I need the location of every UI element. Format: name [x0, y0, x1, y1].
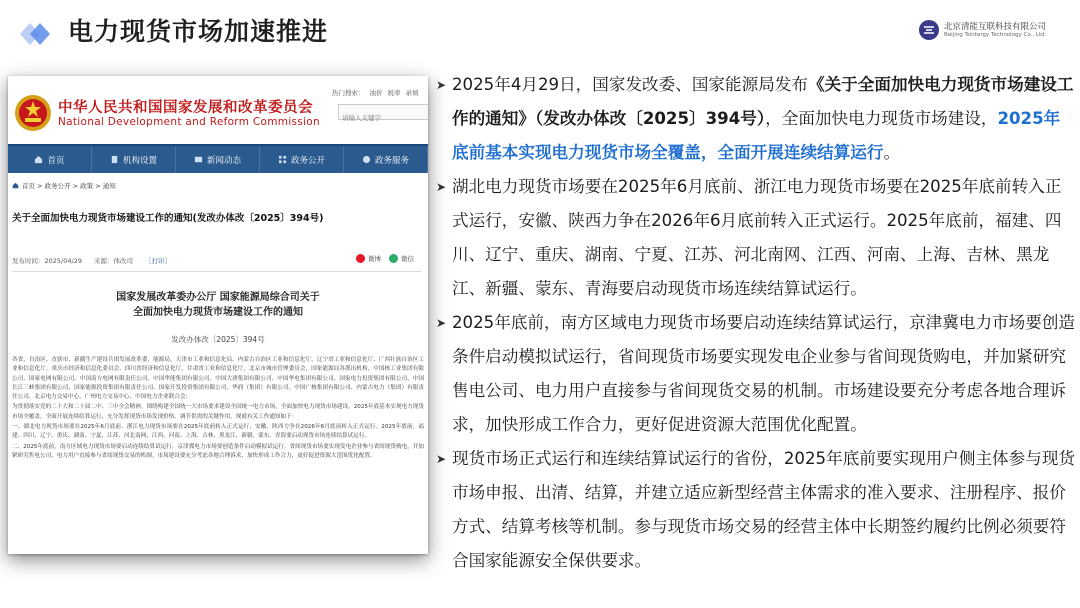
- breadcrumb-home-icon: [12, 182, 19, 189]
- grid-icon: [278, 155, 287, 164]
- nav-organization[interactable]: [92, 146, 176, 173]
- nav-label: 机构设置: [122, 155, 157, 166]
- national-emblem-icon: [14, 94, 52, 132]
- bullet-text-plain: 2025年4月29日，国家发改委、国家能源局发布: [452, 75, 808, 94]
- diamond-logo-icon: [20, 21, 54, 47]
- arrow-bullet-icon: ➤: [436, 452, 447, 466]
- ndrc-webpage-screenshot: [8, 76, 428, 554]
- document-heading: [8, 290, 428, 320]
- document-paragraph: 为贯彻落实党的二十大和二十届二中、三中全会精神，围绕构建全国统一大市场要求建设全国统一电力市场，全面加快电力现货市场建设，2025年底基本实现电力现货市场全覆盖，全面开展连续结算运行，充分发挥现货市场发现价格、调节供需的关键作用，现就有关工作通知如下：: [12, 404, 424, 420]
- bullet-item: [436, 306, 1076, 442]
- document-body: [12, 356, 424, 462]
- document-heading-line1: 国家发展改革委办公厅 国家能源局综合司关于: [116, 292, 320, 303]
- main-nav: [8, 144, 428, 173]
- document-heading-line2: 全面加快电力现货市场建设工作的通知: [133, 307, 303, 318]
- hot-search-label: 热门搜索：: [332, 89, 365, 97]
- breadcrumb-text[interactable]: 首页 > 政务公开 > 政策 > 通知: [22, 182, 116, 190]
- hot-term[interactable]: 油价: [369, 89, 383, 97]
- article-title: 关于全面加快电力现货市场建设工作的通知(发改办体改〔2025〕394号): [12, 213, 324, 224]
- bullet-item: [436, 170, 1076, 306]
- article-meta: [12, 256, 181, 265]
- breadcrumb: [12, 181, 116, 190]
- bullet-text-plain: ，全面加快电力现货市场建设，: [765, 109, 998, 128]
- weibo-icon: [356, 254, 365, 263]
- company-brand: [918, 17, 1060, 45]
- document-paragraph: 一、湖北电力现货市场要在2025年6月底前、浙江电力现货市场要在2025年底前转入正式运行，安徽、陕西力争在2026年6月底前转入正式运行。2025年底前，福建、四川、辽宁、重庆、湖南、宁夏、江苏、河北南网、江西、河南、上海、吉林、黑龙江、新疆、蒙东、青海要启动现货市场连续结算试运行。: [12, 424, 424, 440]
- org-name-en: National Development and Reform Commission: [58, 116, 320, 128]
- bullet-text-highlight: 2025年底前基本实现电力现货市场全覆盖，全面开展连续结算运行: [452, 109, 1061, 162]
- bullet-text: 湖北电力现货市场要在2025年6月底前、浙江电力现货市场要在2025年底前转入正式运行，安徽、陕西力争在2026年6月底前转入正式运行。2025年底前，福建、四川、辽宁、重庆、湖南、宁夏、江苏、河北南网、江西、河南、上海、吉林、黑龙江、新疆、蒙东、青海要启动现货市场连续结算试运行。: [452, 177, 1062, 298]
- hot-term[interactable]: 录填: [405, 89, 419, 97]
- bullet-item: [436, 442, 1076, 578]
- search-input[interactable]: [339, 111, 428, 125]
- share-bar: [356, 254, 414, 263]
- bullet-list: [436, 68, 1076, 578]
- brand-name-cn: 北京清能互联科技有限公司: [944, 22, 1047, 32]
- share-weibo-label: 微博: [368, 255, 381, 263]
- bullet-text: [452, 68, 1076, 170]
- nav-label: 政务公开: [290, 155, 325, 166]
- nav-home[interactable]: [8, 146, 92, 173]
- share-wechat-label: 微信: [401, 255, 414, 263]
- bullet-text-plain: 。: [883, 143, 901, 162]
- arrow-bullet-icon: ➤: [436, 78, 447, 92]
- nav-label: 新闻动态: [206, 155, 241, 166]
- publish-date: 发布时间：2025/04/29: [12, 257, 82, 265]
- print-link[interactable]: ［打印］: [145, 257, 172, 265]
- arrow-bullet-icon: ➤: [436, 180, 447, 194]
- share-weibo[interactable]: [356, 254, 381, 263]
- nav-news[interactable]: [176, 146, 260, 173]
- service-icon: [362, 155, 371, 164]
- hot-term[interactable]: 税率: [387, 89, 401, 97]
- bullet-text: 2025年底前，南方区域电力现货市场要启动连续结算试运行，京津冀电力市场要创造条件启动模拟试运行，省间现货市场要实现发电企业参与省间现货购电，并加紧研究售电公司、电力用户直接参与省间现货交易的机制。市场建设要充分考虑各地合理诉求，加快形成工作合力，更好促进资源大范围优化配置。: [452, 313, 1076, 434]
- bullet-text: 现货市场正式运行和连续结算试运行的省份，2025年底前要实现用户侧主体参与现货市场申报、出清、结算，并建立适应新型经营主体需求的准入要求、注册程序、报价方式、结算考核等机制。参与现货市场交易的经营主体中长期签约履约比例必须要符合国家能源安全保供要求。: [452, 449, 1076, 570]
- document-number: 发改办体改〔2025〕394号: [171, 335, 265, 344]
- brand-name-en: Beijing Tsintergy Technology Co., Ltd.: [944, 32, 1047, 38]
- bullet-item: [436, 68, 1076, 170]
- wechat-icon: [389, 254, 398, 263]
- site-header: [8, 76, 428, 144]
- nav-label: 政务服务: [374, 155, 409, 166]
- nav-gov-services[interactable]: [344, 146, 428, 173]
- news-icon: [194, 155, 203, 164]
- share-wechat[interactable]: [389, 254, 414, 263]
- org-name-cn: 中华人民共和国国家发展和改革委员会: [58, 100, 313, 116]
- slide-title: 电力现货市场加速推进: [68, 17, 329, 46]
- document-paragraph: 各省、自治区、直辖市、新疆生产建设兵团发展改革委、能源局，天津市工业和信息化局、内蒙古自治区工业和信息化厅、辽宁省工业和信息化厅、广西壮族自治区工业和信息化厅、重庆市经济和信息化委员会、四川省经济和信息化厅、甘肃省工业和信息化厅，北京市城市管理委员会，国家能源局各派出机构，中国核工业集团有限公司、国家电网有限公司、中国南方电网有限责任公司、中国华能集团有限公司、中国大唐集团有限公司、中国华电集团有限公司、国家电力投资集团有限公司、中国长江三峡集团有限公司、国家能源投资集团有限责任公司、国家开发投资集团有限公司、华润（集团）有限公司、中国广核集团有限公司、内蒙古电力（集团）有限责任公司、北京电力交易中心、广州电力交易中心、中国电力企业联合会：: [12, 357, 424, 401]
- nav-label: 首页: [47, 155, 65, 166]
- site-search-box: [338, 104, 428, 120]
- article-source: 来源：体改司: [94, 257, 134, 265]
- divider: [12, 271, 422, 272]
- hot-search: [332, 88, 424, 97]
- company-logo-icon: [918, 19, 940, 41]
- arrow-bullet-icon: ➤: [436, 316, 447, 330]
- nav-gov-affairs[interactable]: [260, 146, 344, 173]
- bullet-text-bold: 《关于全面加快电力现货市场建设工作的通知》（发改办体改〔2025〕394号）: [452, 75, 1074, 128]
- home-icon: [34, 155, 43, 164]
- document-paragraph: 二、2025年底前，南方区域电力现货市场要启动连续结算试运行，京津冀电力市场要创造条件启动模拟试运行，省间现货市场要实现发电企业参与省间现货购电，并加紧研究售电公司、电力用户直接参与省间现货交易的机制。市场建设要充分考虑各地合理诉求，加快形成工作合力，更好促进资源大范围优化配置。: [12, 443, 424, 459]
- building-icon: [110, 155, 119, 164]
